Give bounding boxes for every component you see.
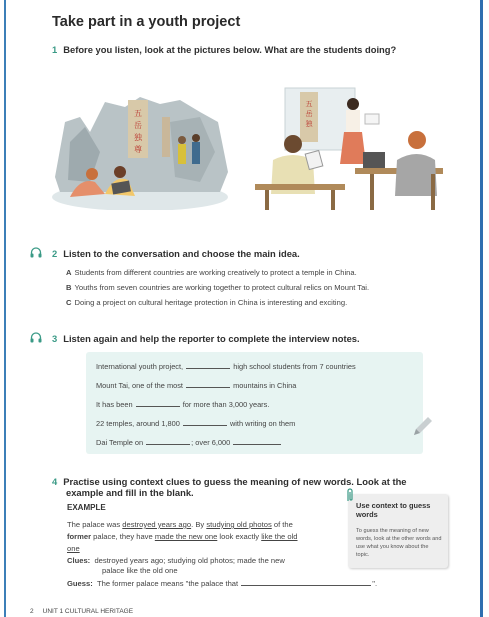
example-text: . By: [191, 520, 207, 529]
question-3: [52, 333, 360, 344]
svg-text:岳: 岳: [305, 110, 313, 118]
context-clue: one: [67, 544, 80, 553]
example-text: palace, they have: [91, 532, 155, 541]
illustration-mount-tai: [50, 82, 230, 210]
option-a[interactable]: [66, 268, 357, 277]
example-line-3: [67, 544, 80, 553]
context-clue: studying old photos: [206, 520, 272, 529]
guess-line: [67, 577, 377, 588]
note-text: mountains in China: [233, 381, 297, 390]
note-text: high school students from 7 countries: [233, 362, 356, 371]
clues-line: [67, 556, 285, 565]
option-b[interactable]: [66, 283, 369, 292]
clues-line-2: palace like the old one: [102, 566, 178, 575]
note-text: 22 temples, around 1,800: [96, 419, 180, 428]
blank-field[interactable]: [241, 577, 371, 586]
note-text: Dai Temple on: [96, 438, 144, 447]
question-4: [52, 476, 407, 487]
question-4-line-2: example and fill in the blank.: [66, 487, 194, 498]
guess-text: The former palace means "the palace that: [96, 579, 239, 588]
blank-field[interactable]: [186, 360, 230, 369]
option-c[interactable]: [66, 298, 347, 307]
guess-end: ".: [372, 579, 378, 588]
note-text: with writing on them: [229, 419, 296, 428]
example-line-1: [67, 520, 293, 529]
example-text: of the: [271, 520, 293, 529]
clues-text: destroyed years ago; studying old photos; made the new: [94, 556, 285, 565]
paperclip-icon: [345, 487, 355, 503]
left-border: [4, 0, 6, 617]
page-footer: [30, 608, 133, 615]
target-word: former: [67, 532, 92, 541]
question-text: Before you listen, look at the pictures below. What are the students doing?: [63, 44, 397, 55]
svg-text:尊: 尊: [134, 145, 142, 154]
question-number: 4: [52, 476, 58, 487]
option-letter: A: [66, 268, 72, 277]
note-line-1: [96, 360, 356, 371]
blank-field[interactable]: [146, 436, 190, 445]
option-text: Doing a project on cultural heritage protection in China is interesting and exciting.: [74, 298, 348, 307]
headphones-icon[interactable]: [30, 247, 42, 258]
option-text: Youths from seven countries are working together to protect cultural relics on Mount Tai.: [74, 283, 370, 292]
svg-text:岳: 岳: [134, 121, 142, 130]
question-text: Listen to the conversation and choose the main idea.: [63, 248, 300, 259]
svg-text:五: 五: [305, 100, 313, 108]
blank-field[interactable]: [183, 417, 227, 426]
example-line-2: [67, 532, 298, 541]
note-line-3: [96, 398, 269, 409]
note-text: International youth project,: [96, 362, 184, 371]
note-line-5: [96, 436, 282, 447]
note-text: ; over 6,000: [191, 438, 231, 447]
option-letter: C: [66, 298, 72, 307]
svg-text:独: 独: [134, 133, 142, 142]
example-text: The palace was: [67, 520, 123, 529]
headphones-icon[interactable]: [30, 332, 42, 343]
note-line-2: [96, 379, 296, 390]
note-line-4: [96, 417, 295, 428]
question-2: [52, 248, 300, 259]
example-text: look exactly: [217, 532, 262, 541]
question-number: 3: [52, 333, 58, 344]
blank-field[interactable]: [186, 379, 230, 388]
note-text: Mount Tai, one of the most: [96, 381, 183, 390]
note-text: for more than 3,000 years.: [182, 400, 270, 409]
question-number: 1: [52, 44, 58, 55]
illustration-classroom: [245, 82, 445, 214]
option-text: Students from different countries are working creatively to protect a temple in China.: [74, 268, 357, 277]
tip-title: Use context to guess words: [356, 501, 431, 519]
example-label: EXAMPLE: [67, 503, 106, 512]
unit-label: UNIT 1 CULTURAL HERITAGE: [42, 608, 134, 615]
right-border: [480, 0, 483, 617]
question-text: Listen again and help the reporter to complete the interview notes.: [63, 333, 360, 344]
question-number: 2: [52, 248, 58, 259]
tip-text: To guess the meaning of new words, look at the other words and use what you know about the topic.: [356, 528, 442, 558]
guess-label: Guess:: [67, 579, 93, 588]
pencil-icon: [410, 415, 434, 439]
context-clue: made the new one: [154, 532, 218, 541]
page-number: 2: [30, 608, 34, 615]
svg-text:独: 独: [305, 120, 313, 128]
clues-label: Clues:: [67, 556, 91, 565]
blank-field[interactable]: [136, 398, 180, 407]
question-1: [52, 44, 396, 55]
note-text: It has been: [96, 400, 133, 409]
context-clue: like the old: [261, 532, 298, 541]
svg-text:五: 五: [134, 109, 142, 118]
context-clue: destroyed years ago: [122, 520, 192, 529]
blank-field[interactable]: [233, 436, 281, 445]
page-title: Take part in a youth project: [52, 14, 241, 30]
option-letter: B: [66, 283, 72, 292]
question-text: Practise using context clues to guess the meaning of new words. Look at the: [63, 476, 407, 487]
